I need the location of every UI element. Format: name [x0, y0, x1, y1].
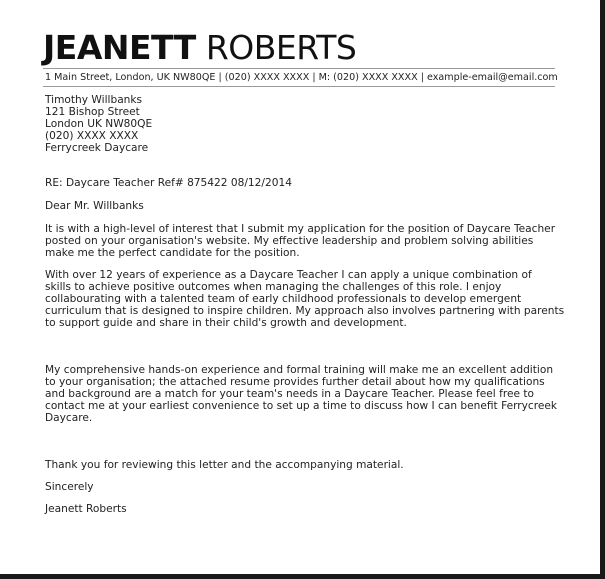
contact-line: 1 Main Street, London, UK NW80QE | (020) XXXX XXXX | M: (020) XXXX XXXX | example-email@email.com — [45, 72, 558, 83]
paragraph-2 — [45, 269, 565, 329]
applicant-first-name: JEANETT — [43, 28, 196, 67]
paragraph-line: skills to achieve positive outcomes when managing the challenges of this role. I enjoy — [45, 281, 502, 293]
recipient-name: Timothy Willbanks — [45, 94, 143, 106]
recipient-phone: (020) XXXX XXXX — [45, 130, 139, 142]
reference-line — [45, 177, 555, 189]
header-divider-bottom — [43, 86, 555, 87]
signature — [45, 503, 555, 515]
paragraph-line: contact me at your earliest convenience to set up a time to discuss how I can benefit Ferrycreek — [45, 400, 558, 412]
reference-text: RE: Daycare Teacher Ref# 875422 08/12/2014 — [45, 177, 292, 189]
applicant-name — [43, 28, 356, 68]
recipient-city: London UK NW80QE — [45, 118, 153, 130]
paragraph-line: It is with a high-level of interest that I submit my application for the position of Daycare Teacher — [45, 223, 556, 235]
recipient-address — [45, 94, 555, 154]
thanks-line — [45, 459, 555, 471]
paragraph-line: collabourating with a talented team of early childhood professionals to develop emergent — [45, 293, 522, 305]
paragraph-line: My comprehensive hands-on experience and formal training will make me an excellent addition — [45, 364, 554, 376]
paragraph-line: With over 12 years of experience as a Daycare Teacher I can apply a unique combination of — [45, 269, 532, 281]
signature-name: Jeanett Roberts — [45, 503, 127, 515]
paragraph-line: Daycare. — [45, 412, 93, 424]
applicant-last-name: ROBERTS — [205, 28, 357, 67]
paragraph-line: make me the perfect candidate for the position. — [45, 247, 300, 259]
recipient-street: 121 Bishop Street — [45, 106, 140, 118]
closing-text: Sincerely — [45, 481, 94, 493]
salutation-text: Dear Mr. Willbanks — [45, 200, 144, 212]
paragraph-line: curriculum that is designed to inspire children. My approach also involves partnering with parents — [45, 305, 565, 317]
paragraph-line: and background are a match for your team's needs in a Daycare Teacher. Please feel free to — [45, 388, 535, 400]
closing — [45, 481, 555, 493]
paragraph-line: posted on your organisation's website. My effective leadership and problem solving abilities — [45, 235, 534, 247]
header-divider-top — [43, 68, 555, 69]
paragraph-line: to support guide and share in their child's growth and development. — [45, 317, 407, 329]
paragraph-3 — [45, 364, 558, 424]
thanks-text: Thank you for reviewing this letter and the accompanying material. — [45, 459, 404, 471]
salutation — [45, 200, 555, 212]
paragraph-line: to your organisation; the attached resume provides further detail about how my qualifications — [45, 376, 545, 388]
paragraph-1 — [45, 223, 555, 259]
recipient-company: Ferrycreek Daycare — [45, 142, 149, 154]
